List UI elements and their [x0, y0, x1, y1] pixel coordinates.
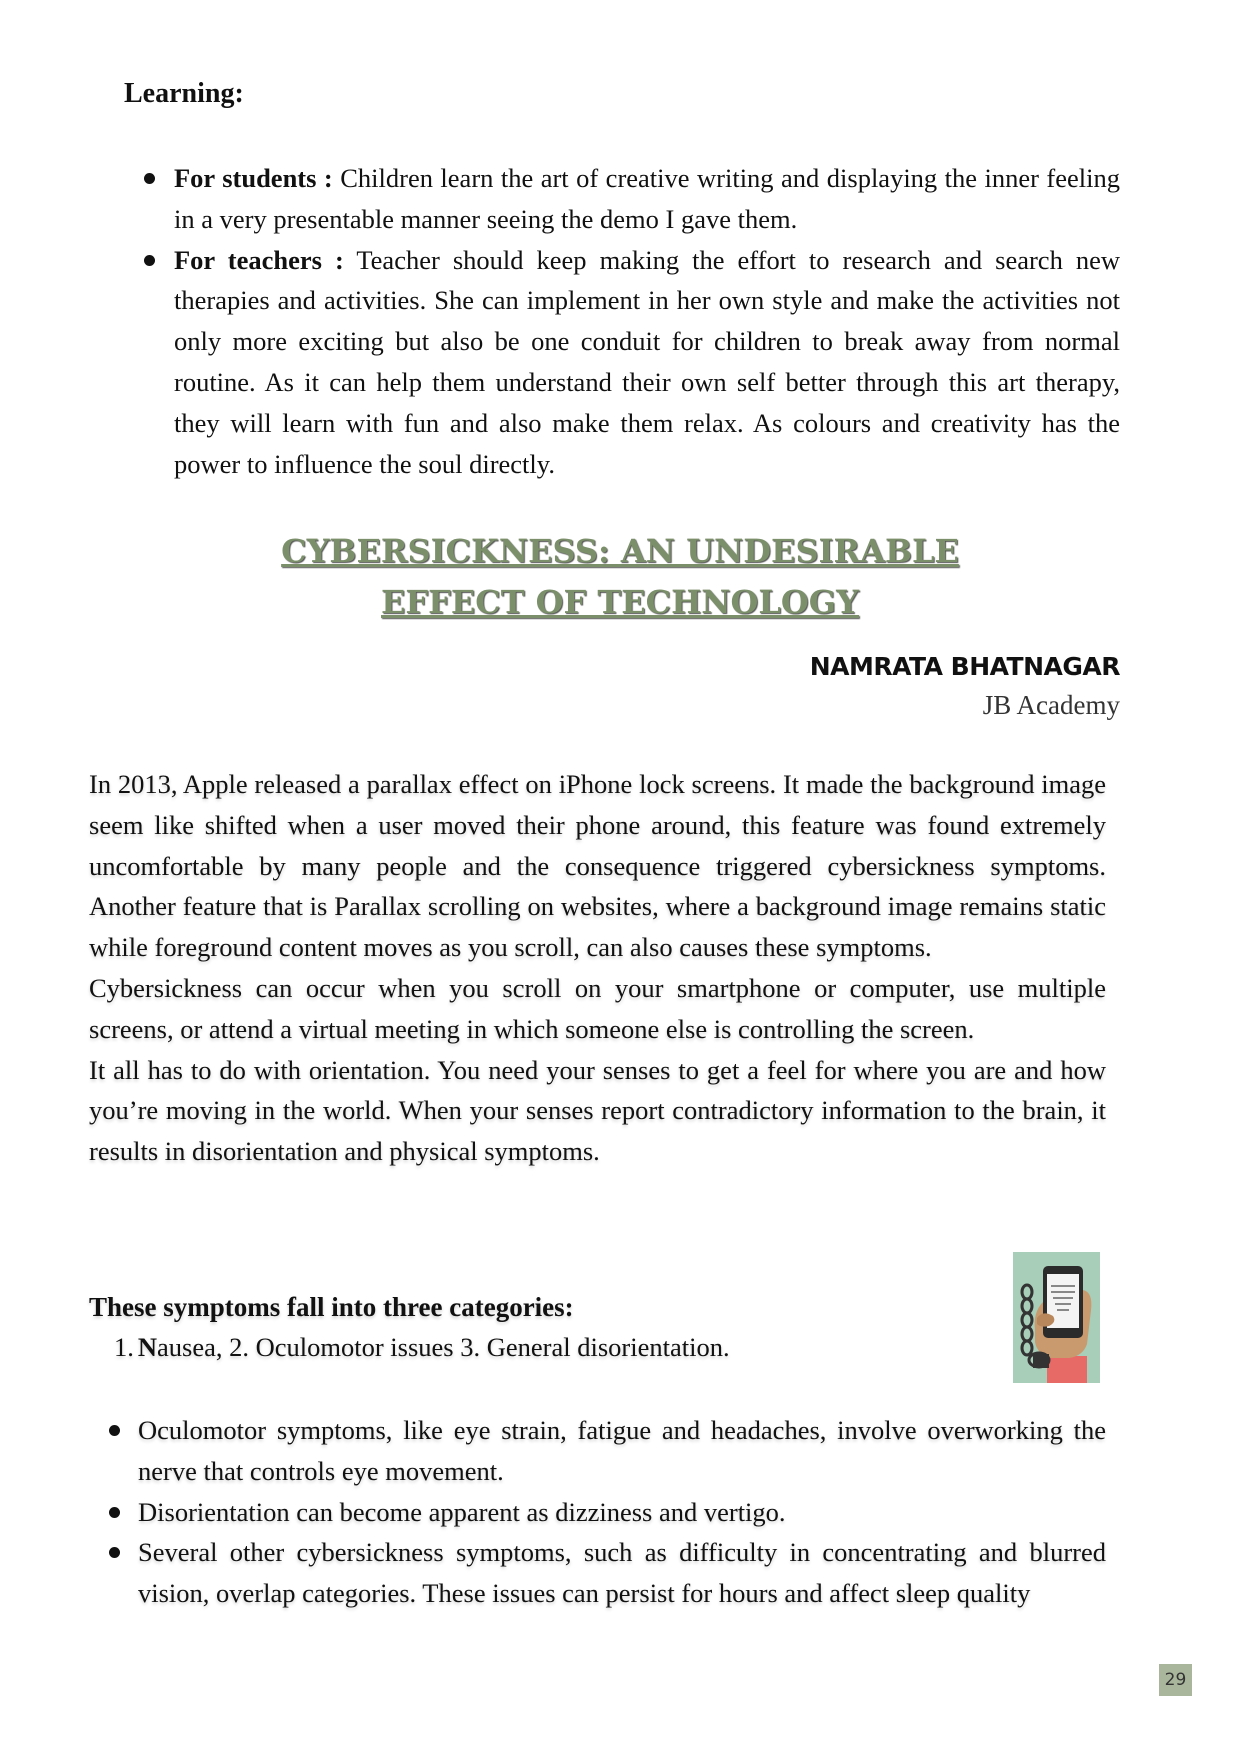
list-item: Disorientation can become apparent as dizziness and vertigo. — [93, 1492, 1106, 1533]
list-item: Oculomotor symptoms, like eye strain, fatigue and headaches, involve overworking the nerve that controls eye movement. — [93, 1410, 1106, 1492]
paragraph: It all has to do with orientation. You need your senses to get a feel for where you are and how you’re moving in the world. When your senses report contradictory information to the brain, it results in disorientation and physical symptoms. — [89, 1054, 1106, 1167]
list-item — [130, 240, 1120, 485]
article-body — [89, 764, 1106, 1172]
chained-hand-smartphone-icon — [1013, 1252, 1100, 1383]
first-letter: N — [137, 1332, 158, 1362]
symptoms-list — [93, 1410, 1106, 1614]
categories-heading: These symptoms fall into three categories: — [89, 1292, 574, 1322]
title-line-1: CYBERSICKNESS: AN UNDESIRABLE — [281, 532, 959, 570]
paragraph: Cybersickness can occur when you scroll on your smartphone or computer, use multiple screens, or attend a virtual meeting in which someone else is controlling the screen. — [89, 972, 1106, 1044]
item-label: For students : — [174, 163, 333, 193]
author-school: JB Academy — [982, 690, 1120, 720]
author-name: NAMRATA BHATNAGAR — [809, 652, 1120, 681]
item-text: Teacher should keep making the effort to research and search new therapies and activities. She can implement in her own style and make the activities not only more exciting but also be one conduit for children to break away from normal routine. As it can help them understand their own self better through this art therapy, they will learn with fun and also make them relax. As colours and creativity has the power to influence the soul directly. — [174, 244, 1120, 479]
item-text: Children learn the art of creative writing and displaying the inner feeling in a very presentable manner seeing the demo I gave them. — [174, 163, 1120, 234]
learning-heading: Learning: — [124, 78, 244, 109]
list-item: Several other cybersickness symptoms, such as difficulty in concentrating and blurred vision, overlap categories. These issues can persist for hours and affect sleep quality — [93, 1532, 1106, 1614]
title-line-2: EFFECT OF TECHNOLOGY — [381, 583, 859, 621]
categories-list — [114, 1332, 730, 1363]
categories-text: ausea, 2. Oculomotor issues 3. General disorientation. — [157, 1332, 730, 1362]
paragraph: In 2013, Apple released a parallax effect on iPhone lock screens. It made the background image seem like shifted when a user moved their phone around, this feature was found extremely uncomfortable by many people and the consequence triggered cybersickness symptoms. Another feature that is Parallax scrolling on websites, where a background image remains static while foreground content moves as you scroll, can also causes these symptoms. — [89, 769, 1106, 963]
list-item — [130, 158, 1120, 240]
article-title — [0, 526, 1240, 628]
list-number: 1. — [114, 1332, 134, 1362]
item-label: For teachers : — [174, 244, 344, 275]
page-number: 29 — [1159, 1664, 1192, 1696]
learning-list — [130, 158, 1120, 484]
